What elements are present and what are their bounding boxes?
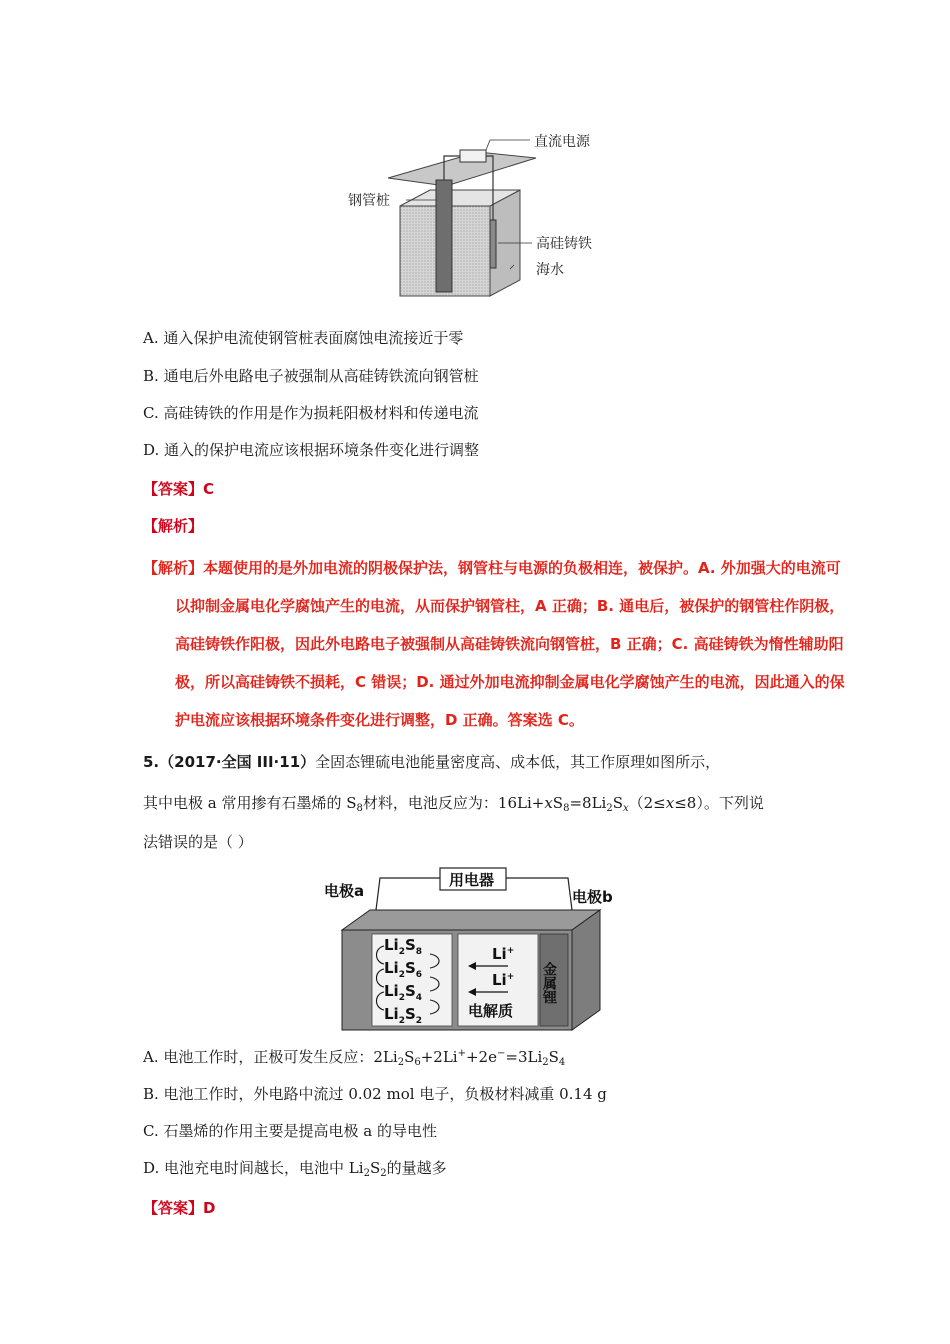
svg-text:Li2S6: $Li_2S_6$	[384, 959, 423, 980]
label-electrode-a: 电极a	[324, 882, 365, 900]
q4-option-d: D. 通入的保护电流应该根据环境条件变化进行调整	[143, 441, 480, 459]
label-electrode-b: 电极b	[572, 888, 613, 906]
label-steel-pile: 钢管桩	[348, 193, 390, 209]
svg-text:Li2S4: $Li_2S_4$	[384, 982, 423, 1003]
label-li-ion-1: Li+	[492, 945, 515, 963]
q4-analysis-heading: 【解析】	[143, 517, 204, 535]
q4-option-a: A. 通入保护电流使钢管桩表面腐蚀电流接近于零	[143, 329, 464, 347]
q4-option-c: C. 高硅铸铁的作用是作为损耗阳极材料和传递电流	[143, 404, 479, 422]
q5-option-d: D. 电池充电时间越长，电池中 $Li_2S_2$的量越多	[143, 1159, 447, 1179]
high-silicon-iron	[490, 220, 496, 268]
q5-stem-line3: 法错误的是（ ）	[143, 833, 253, 851]
q5-option-a: A. 电池工作时，正极可发生反应：$2Li_2S_6+2Li^++2e^-=3Li_2S_4$	[143, 1048, 566, 1068]
q4-option-b: B. 通电后外电路电子被强制从高硅铸铁流向钢管桩	[143, 367, 479, 385]
figure-lithium-sulfur-battery	[318, 866, 628, 1038]
label-metal-lithium: 金属锂	[541, 962, 557, 1004]
label-li-ion-2: Li+	[492, 971, 515, 989]
label-dc-power: 直流电源	[534, 134, 590, 150]
steel-pile	[436, 180, 452, 292]
label-high-silicon-iron: 高硅铸铁	[536, 236, 592, 252]
q5-stem-line2: 其中电极 a 常用掺有石墨烯的 $S_8$材料，电池反应为：$16Li+xS_8=8Li_2S_x(2\le x\le 8)$。下列说	[143, 794, 764, 814]
svg-text:Li2S2: $Li_2S_2$	[384, 1005, 423, 1026]
q5-option-b: B. 电池工作时，外电路中流过 0.02 mol 电子，负极材料减重 0.14 g	[143, 1085, 607, 1103]
q5-answer: 【答案】D	[143, 1199, 216, 1217]
svg-text:Li2S8: $Li_2S_8$	[384, 936, 423, 957]
label-electrolyte: 电解质	[468, 1002, 514, 1020]
q5-stem-line1: 5.（2017·全国 III·11）全固态锂硫电池能量密度高、成本低，其工作原理如图所示，	[143, 753, 721, 771]
q4-answer: 【答案】C	[143, 480, 215, 498]
figure-cathodic-protection	[340, 128, 620, 308]
q4-explanation: 【解析】本题使用的是外加电流的阴极保护法，钢管柱与电源的负极相连，被保护。A. 外加强大的电流可 以抑制金属电化学腐蚀产生的电流，从而保护钢管柱，A 正确；B. 通电后，被保护的钢管柱作阴极， 高硅铸铁作阳极，因此外电路电子被强制从高硅铸铁流向钢管桩，B 正确；C. 高硅铸铁为惰性辅助阳 极，所以高硅铸铁不损耗，C 错误；D. 通过外加电流抑制金属电化学腐蚀产生的电流，因此通入的保 护电流应该根据环境条件变化进行调整，D 正确。答案选 C。	[143, 559, 845, 729]
label-appliance: 用电器	[449, 871, 495, 889]
label-seawater: 海水	[536, 262, 564, 278]
dc-power-box	[460, 150, 486, 162]
q5-option-c: C. 石墨烯的作用主要是提高电极 a 的导电性	[143, 1122, 437, 1140]
